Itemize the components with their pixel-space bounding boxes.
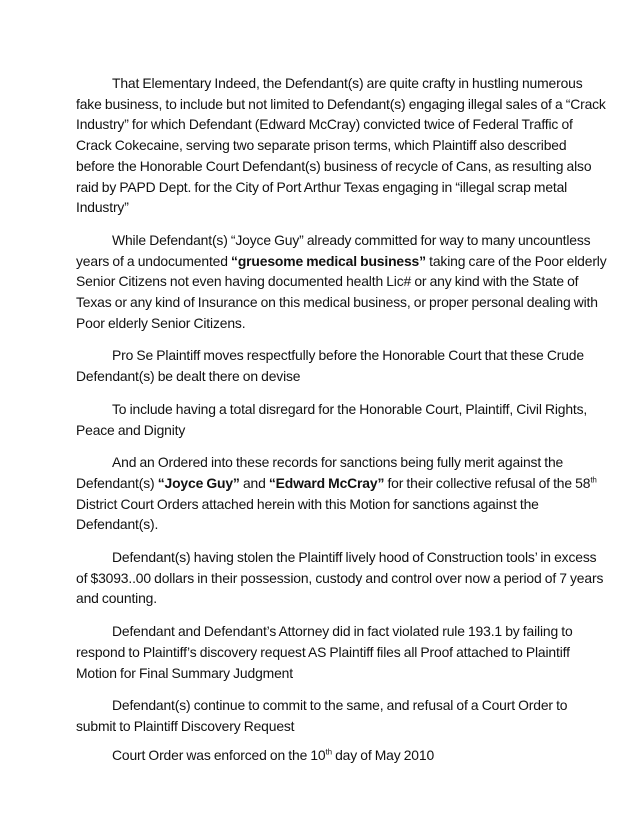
paragraph-text: taking care of the Poor elderly Senior Citizens not even having documented health Lic# or any kind with the State of Texas or any kind of Insurance on this medical business, or proper personal dealing with Poor elderly Senior Citizens. [76, 252, 607, 331]
paragraph-text: While Defendant(s) “Joyce Guy” already committed for way to many uncountless years of a undocumented [76, 231, 591, 269]
paragraph-text: Court Order was enforced on the 10 [112, 746, 326, 763]
paragraph-text: To include having a total disregard for the Honorable Court, Plaintiff, Civil Rights, Peace and Dignity [76, 400, 588, 438]
paragraph-sanctions-order [76, 452, 608, 535]
emphasis-text: “gruesome medical business” [231, 252, 426, 269]
emphasis-text: “Edward McCray” [268, 474, 385, 491]
paragraph-text: day of May 2010 [331, 746, 435, 763]
ordinal-superscript: th [325, 747, 332, 757]
paragraph-text: Defendant(s) having stolen the Plaintiff lively hood of Construction tools’ in excess of $3093..00 dollars in their possession, custody and control over now a period of 7 years and counting. [76, 549, 604, 607]
paragraph-total-disregard [76, 399, 608, 440]
paragraph-crafty-hustling [76, 73, 608, 218]
paragraph-rule-193 [76, 621, 608, 683]
paragraph-text: District Court Orders attached herein with this Motion for sanctions against the Defendant(s). [76, 495, 539, 533]
paragraph-text: and [239, 474, 269, 491]
paragraph-text: That Elementary Indeed, the Defendant(s) are quite crafty in hustling numerous fake business, to include but not limited to Defendant(s) engaging illegal sales of a “Crack Industry” for which Defendant (Edward McCray) convicted twice of Federal Traffic of Crack Cokecaine, serving two separate prison terms, which Plaintiff also described before the Honorable Court Defendant(s) business of recycle of Cans, as resulting also raid by PAPD Dept. for the City of Port Arthur Texas engaging in “illegal scrap metal Industry” [76, 75, 606, 216]
paragraph-plaintiff-moves [76, 345, 608, 386]
paragraph-stolen-tools [76, 547, 608, 609]
paragraph-continue-commit [76, 695, 608, 736]
paragraph-text: Pro Se Plaintiff moves respectfully before the Honorable Court that these Crude Defendant(s) be dealt there on devise [76, 347, 584, 385]
ordinal-superscript: th [590, 475, 597, 485]
paragraph-text: Defendant(s) continue to commit to the same, and refusal of a Court Order to submit to Plaintiff Discovery Request [76, 697, 568, 734]
paragraph-text: And an Ordered into these records for sanctions being fully merit against the Defendant(s) [76, 454, 564, 491]
paragraph-joyce-guy-medical [76, 230, 608, 334]
emphasis-text: “Joyce Guy” [157, 474, 240, 491]
paragraph-text: for their collective refusal of the 58 [384, 474, 591, 491]
paragraph-text: Defendant and Defendant’s Attorney did in fact violated rule 193.1 by failing to respond to Plaintiff’s discovery request AS Plaintiff files all Proof attached to Plaintiff Motion for Final Summary Judgment [76, 623, 573, 681]
paragraph-court-order-date [76, 745, 608, 766]
